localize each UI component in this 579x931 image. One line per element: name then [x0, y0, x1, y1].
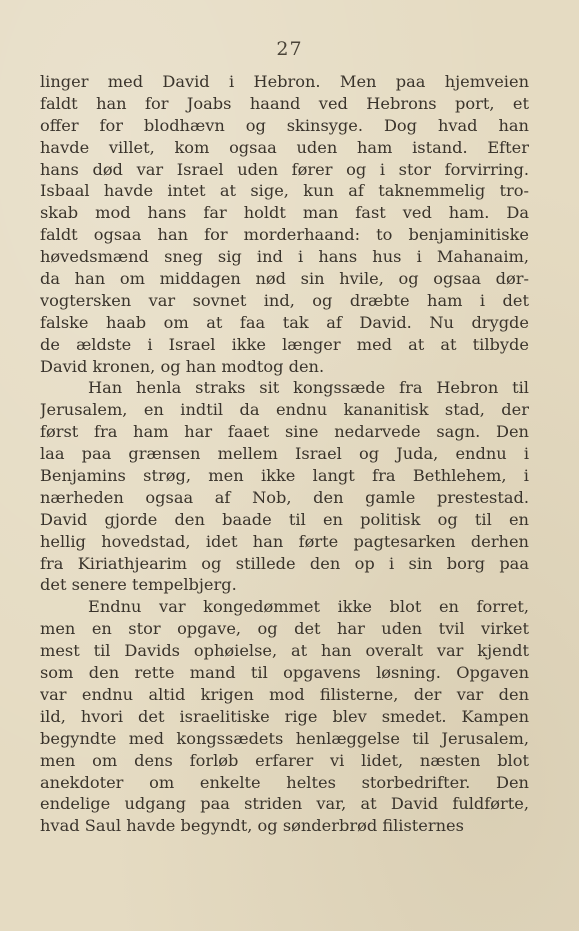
text-line: begyndte med kongssædets henlæggelse til Jerusalem,: [40, 728, 529, 748]
paragraph: [40, 71, 529, 377]
text-line: falske haab om at faa tak af David. Nu drygde: [40, 312, 529, 332]
paragraph: [40, 377, 529, 596]
text-line: endelige udgang paa striden var, at David fuldførte,: [40, 794, 529, 814]
text-line: laa paa grænsen mellem Israel og Juda, endnu i: [40, 444, 529, 464]
text-line: var endnu altid krigen mod filisterne, der var den: [40, 684, 529, 704]
text-line: som den rette mand til opgavens løsning. Opgaven: [40, 663, 529, 683]
text-line: faldt ogsaa han for morderhaand: to benjaminitiske: [40, 225, 529, 245]
text-line: David kronen, og han modtog den.: [40, 356, 325, 376]
text-line: nærheden ogsaa af Nob, den gamle prestestad.: [40, 487, 529, 507]
text-line: David gjorde den baade til en politisk og til en: [40, 509, 529, 529]
text-line: Endnu var kongedømmet ikke blot en forret,: [88, 597, 529, 617]
text-line: fra Kiriathjearim og stillede den op i sin borg paa: [40, 553, 529, 573]
text-line: det senere tempelbjerg.: [40, 575, 237, 595]
text-line: faldt han for Joabs haand ved Hebrons port, et: [40, 93, 529, 113]
text-line: de ældste i Israel ikke længer med at at tilbyde: [40, 334, 529, 354]
text-line: men om dens forløb erfarer vi lidet, næsten blot: [40, 750, 529, 770]
text-line: linger med David i Hebron. Men paa hjemveien: [40, 72, 529, 91]
body-text: [40, 71, 529, 837]
text-line: Han henla straks sit kongssæde fra Hebron til: [88, 378, 529, 398]
text-line: hellig hovedstad, idet han førte pagtesarken derhen: [40, 531, 529, 551]
text-line: vogtersken var sovnet ind, og dræbte ham i det: [40, 290, 529, 310]
text-line: Benjamins strøg, men ikke langt fra Bethlehem, i: [40, 466, 529, 486]
text-line: først fra ham har faaet sine nedarvede sagn. Den: [40, 422, 529, 442]
text-line: hvad Saul havde begyndt, og sønderbrød filisternes: [40, 816, 464, 836]
paragraph: [40, 596, 529, 837]
text-line: anekdoter om enkelte heltes storbedrifter. Den: [40, 772, 529, 792]
text-line: Jerusalem, en indtil da endnu kananitisk stad, der: [40, 400, 529, 420]
text-line: ild, hvori det israelitiske rige blev smedet. Kampen: [40, 706, 529, 726]
text-line: offer for blodhævn og skinsyge. Dog hvad han: [40, 115, 529, 135]
text-line: hans død var Israel uden fører og i stor forvirring.: [40, 159, 529, 179]
text-line: skab mod hans far holdt man fast ved ham. Da: [40, 203, 529, 223]
text-line: havde villet, kom ogsaa uden ham istand. Efter: [40, 137, 529, 157]
page-number: 27: [276, 38, 303, 60]
text-line: men en stor opgave, og det har uden tvil virket: [40, 619, 529, 639]
text-line: Isbaal havde intet at sige, kun af taknemmelig tro-: [40, 181, 529, 201]
text-line: da han om middagen nød sin hvile, og ogsaa dør-: [40, 269, 529, 289]
text-line: høvedsmænd sneg sig ind i hans hus i Mahanaim,: [40, 247, 529, 267]
text-line: mest til Davids ophøielse, at han overalt var kjendt: [40, 641, 529, 661]
